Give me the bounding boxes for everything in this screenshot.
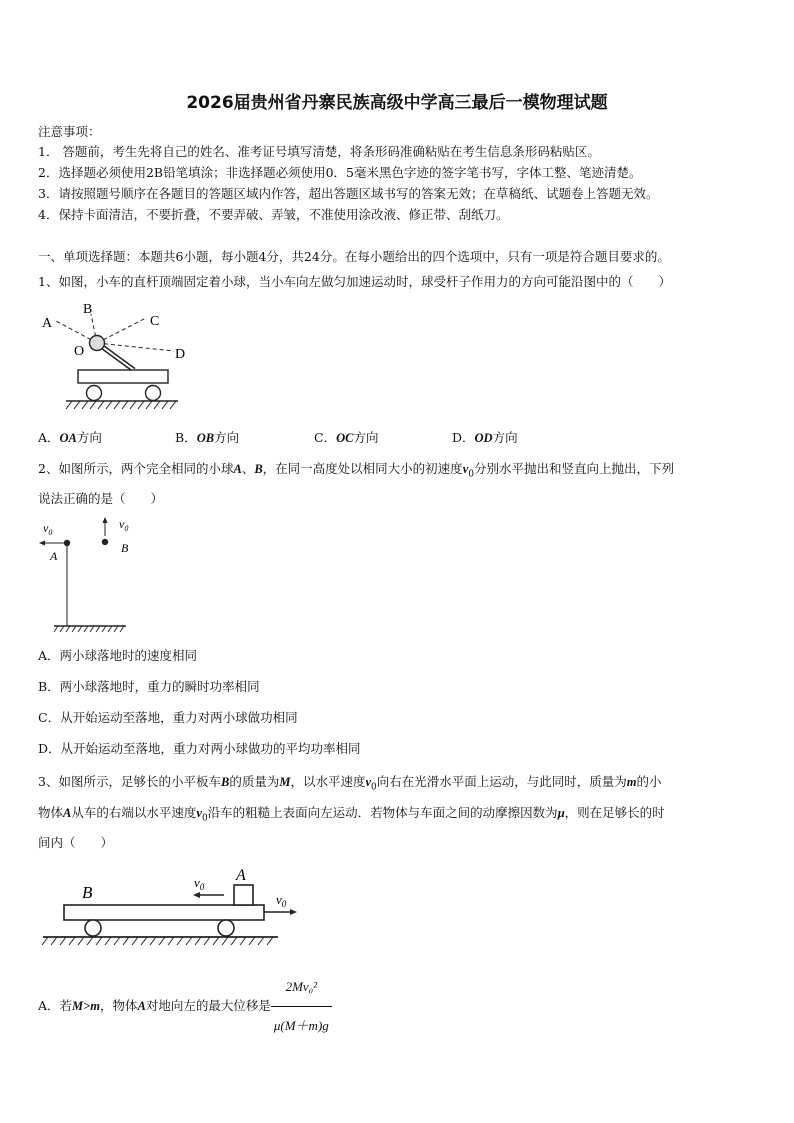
label-c: C bbox=[150, 314, 160, 329]
label-b: B bbox=[82, 883, 93, 902]
label-o: O bbox=[74, 344, 85, 359]
q1-option-c[interactable]: C．OC方向 bbox=[314, 430, 379, 445]
board-b bbox=[64, 905, 264, 920]
label-b: B bbox=[83, 302, 93, 317]
ball-b bbox=[102, 539, 108, 545]
ground-hatching bbox=[66, 401, 176, 409]
notice-heading: 注意事项： bbox=[38, 124, 101, 139]
label-v0-a: $v_0$ bbox=[43, 521, 53, 537]
q3-option-a[interactable]: A．若M>m，物体A对地向左的最大位移是 $\frac{\text{2Mv₀²}}{\mu(M+m)g}$ bbox=[38, 968, 332, 1045]
q2-option-a[interactable]: A．两小球落地时的速度相同 bbox=[38, 648, 198, 663]
q1-cart-figure bbox=[36, 296, 186, 414]
q1-option-b[interactable]: B．OB方向 bbox=[175, 430, 240, 445]
notice-item-2: 2．选择题必须使用2B铅笔填涂；非选择题必须使用0．5毫米黑色字迹的签字笔书写，字体工整、笔迹清楚。 bbox=[38, 165, 642, 180]
block-a bbox=[234, 885, 253, 905]
notice-item-4: 4．保持卡面清洁，不要折叠，不要弄破、弄皱，不准使用涂改液、修正带、刮纸刀。 bbox=[38, 207, 509, 222]
cart-body bbox=[78, 370, 168, 383]
cart-wheel-right bbox=[146, 386, 161, 401]
q2-option-c[interactable]: C．从开始运动至落地，重力对两小球做功相同 bbox=[38, 710, 298, 725]
q1-option-d[interactable]: D．OD方向 bbox=[452, 430, 518, 445]
notice-item-1: 1． 答题前，考生先将自己的姓名、准考证号填写清楚，将条形码准确粘贴在考生信息条形码粘贴区。 bbox=[38, 144, 600, 159]
q3-board-figure bbox=[38, 858, 300, 950]
q2-projectile-figure bbox=[36, 514, 136, 636]
q3-stem-line2: 物体A从车的右端以水平速度$v_0$沿车的粗糙上表面向左运动．若物体与车面之间的动摩擦因数为μ，则在足够长的时 bbox=[38, 805, 665, 824]
label-v0-b: $v_0$ bbox=[276, 892, 287, 909]
ground-hatching bbox=[54, 626, 124, 632]
label-a: A bbox=[42, 316, 53, 331]
ball-a bbox=[64, 540, 70, 546]
label-v0-a: $v_0$ bbox=[194, 875, 205, 892]
label-a: A bbox=[50, 549, 58, 563]
q2-stem: 2、如图所示，两个完全相同的小球A、B，在同一高度处以相同大小的初速度$v_0$分别水平抛出和竖直向上抛出，下列 bbox=[38, 461, 674, 480]
q1-option-a[interactable]: A．OA方向 bbox=[38, 430, 102, 445]
cart-wheel-left bbox=[87, 386, 102, 401]
wheel-left bbox=[85, 920, 101, 936]
page-title: 2026届贵州省丹寨民族高级中学高三最后一模物理试题 bbox=[186, 93, 608, 113]
displacement-fraction: $\frac{\text{2Mv₀²}}{\mu(M+m)g}$ bbox=[271, 968, 332, 1045]
ball bbox=[90, 336, 105, 351]
q2-option-d[interactable]: D．从开始运动至落地，重力对两小球做功的平均功率相同 bbox=[38, 741, 361, 756]
q3-stem-line3: 间内（ ） bbox=[38, 835, 114, 850]
label-d: D bbox=[175, 347, 186, 362]
label-v0-b: $v_0$ bbox=[119, 517, 129, 533]
q3-stem-line1: 3、如图所示，足够长的小平板车B的质量为M，以水平速度$v_0$向右在光滑水平面上运动，与此同时，质量为m的小 bbox=[38, 774, 662, 793]
label-b: B bbox=[121, 541, 129, 555]
q1-stem: 1、如图，小车的直杆顶端固定着小球，当小车向左做匀加速运动时，球受杆子作用力的方向可能沿图中的（ ） bbox=[38, 274, 671, 289]
notice-item-3: 3．请按照题号顺序在各题目的答题区域内作答，超出答题区域书写的答案无效；在草稿纸、试题卷上答题无效。 bbox=[38, 186, 659, 201]
section-heading: 一、单项选择题：本题共6小题，每小题4分，共24分。在每小题给出的四个选项中，只有一项是符合题目要求的。 bbox=[38, 249, 670, 264]
ground-hatching bbox=[42, 937, 273, 945]
q2-stem-line2: 说法正确的是（ ） bbox=[38, 491, 164, 506]
label-a: A bbox=[236, 867, 246, 884]
wheel-right bbox=[218, 920, 234, 936]
q2-option-b[interactable]: B．两小球落地时，重力的瞬时功率相同 bbox=[38, 679, 260, 694]
